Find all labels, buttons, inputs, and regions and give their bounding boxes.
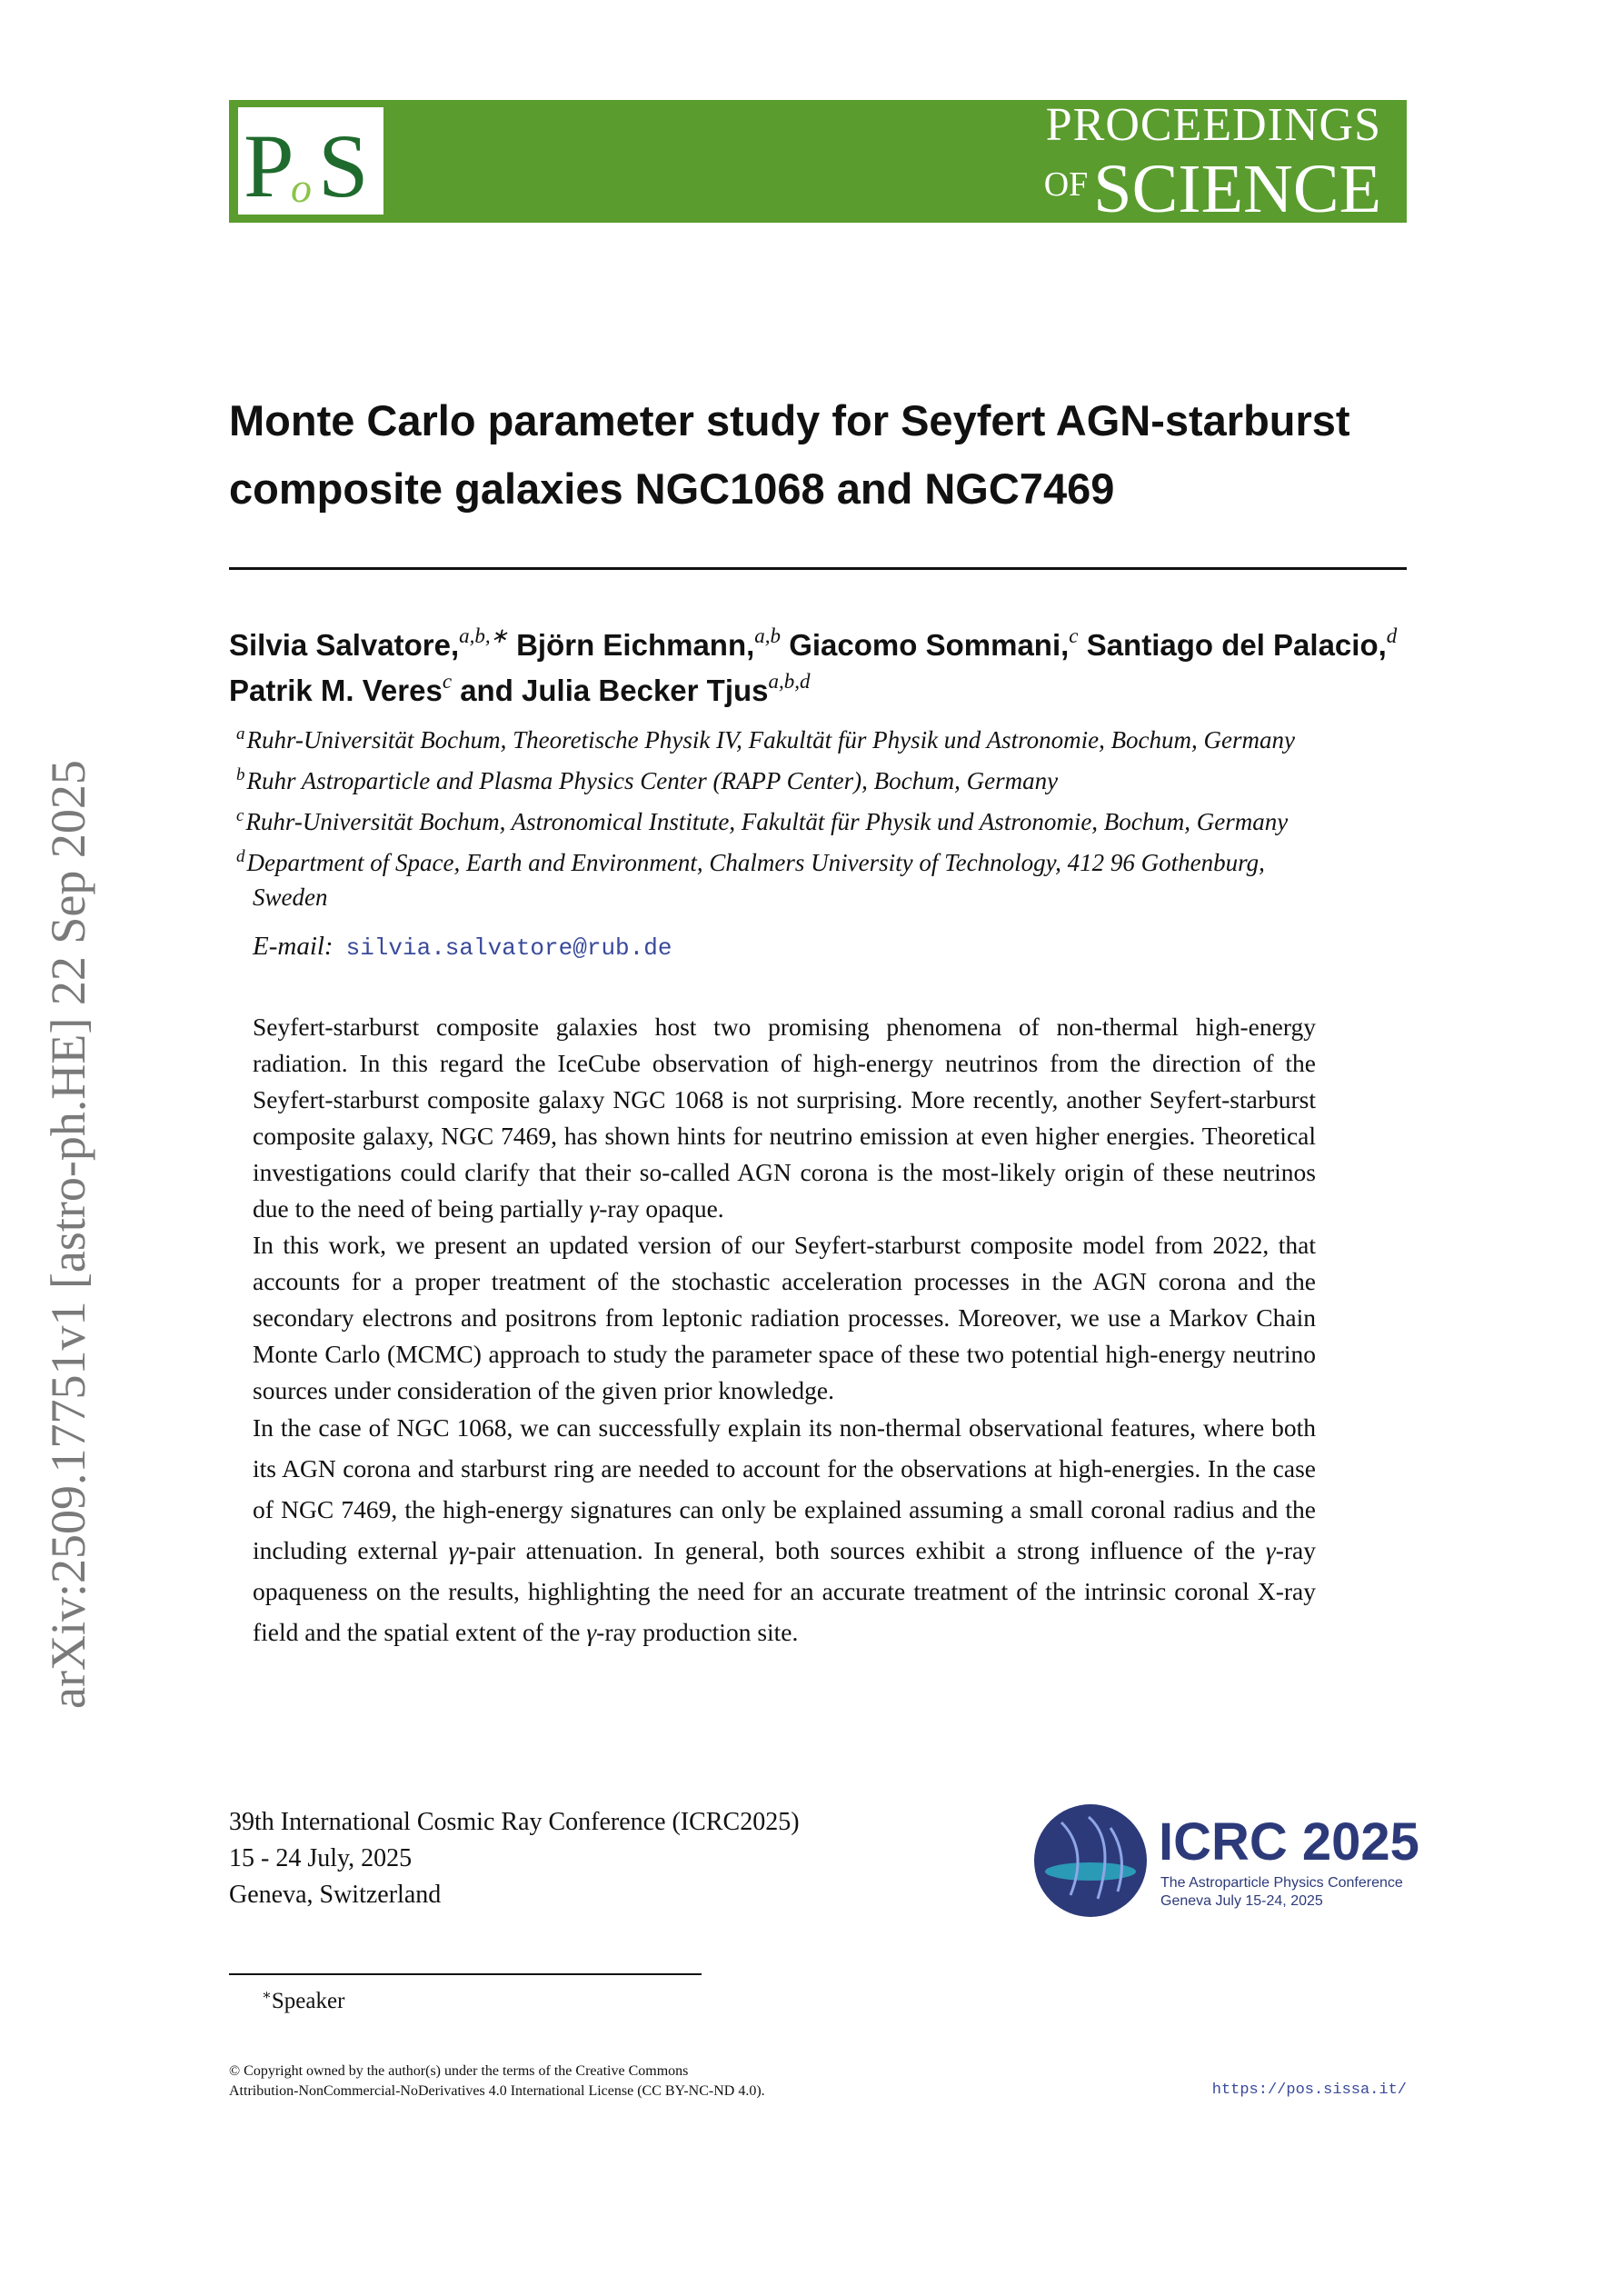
affiliation-a: $^a$Ruhr-Universität Bochum, Theoretische Physik IV, Fakultät für Physik und Astronomie, Bochum, Germany <box>236 724 1296 754</box>
author-list <box>229 623 1410 714</box>
affiliation-b: $^b$Ruhr Astroparticle and Plasma Physics Center (RAPP Center), Bochum, Germany <box>236 765 1059 794</box>
svg-text:S: S <box>318 115 369 215</box>
author: Giacomo Sommani, <box>789 628 1070 662</box>
author-sup: c <box>1069 624 1079 647</box>
affiliation-c: $^c$Ruhr-Universität Bochum, Astronomical Institute, Fakultät für Physik und Astronomie, Bochum, Germany <box>236 806 1289 835</box>
author: Silvia Salvatore, <box>229 628 460 662</box>
abstract-paragraph-1: Seyfert-starburst composite galaxies host two promising phenomena of non-thermal high-energy radiation. In this regard the IceCube observation of high-energy neutrinos from the direction of the Seyfert-starburst composite galaxy NGC 1068 is not surprising. More recently, another Seyfert-starburst composite galaxy, NGC 7469, has shown hints for neutrino emission at even higher energies. Theoretical investigations could clarify that their so-called AGN corona is the most-likely origin of these neutrinos due to the need of being partially γ-ray opaque. <box>253 1013 1316 1223</box>
pos-url-link[interactable]: https://pos.sissa.it/ <box>1211 2081 1407 2099</box>
author-sup: d <box>1386 624 1398 647</box>
copyright-line-2: Attribution-NonCommercial-NoDerivatives 4.0 International License (CC BY-NC-ND 4.0). <box>229 2083 765 2099</box>
conference-dates: 15 - 24 July, 2025 <box>229 1844 413 1872</box>
conference-name: 39th International Cosmic Ray Conference (ICRC2025) <box>229 1808 800 1836</box>
affiliation-d: $^d$Department of Space, Earth and Environment, Chalmers University of Technology, 412 96 Gothenburg, <box>236 847 1265 876</box>
of-label: OF <box>1043 165 1089 204</box>
proceedings-label: PROCEEDINGS <box>1045 99 1381 151</box>
email-link[interactable]: silvia.salvatore@rub.de <box>345 934 672 962</box>
affiliation-d-continued: Sweden <box>253 883 328 911</box>
pos-logo <box>238 107 383 215</box>
science-label: SCIENCE <box>1093 151 1381 227</box>
abstract-paragraph-3: In the case of NGC 1068, we can successfully explain its non-thermal observational features, where both its AGN corona and starburst ring are needed to account for the observations at high-energies. In the case of NGC 7469, the high-energy signatures can only be explained assuming a small coronal radius and the including external γγ-pair attenuation. In general, both sources exhibit a strong influence of the γ-ray opaqueness on the results, highlighting the need for an accurate treatment of the intrinsic coronal X-ray field and the spatial extent of the γ-ray production site. <box>253 1413 1316 1646</box>
arxiv-stamp: arXiv:2509.17751v1 [astro-ph.HE] 22 Sep 2025 <box>41 760 95 1709</box>
author-sup: a,b,d <box>768 670 811 693</box>
author-sup: c <box>442 670 453 693</box>
pos-logo-icon <box>238 107 383 215</box>
author-sup: a,b,∗ <box>459 624 508 647</box>
of-science-label <box>849 151 1394 227</box>
svg-text:o: o <box>291 165 312 211</box>
icrc-logo-dates: Geneva July 15-24, 2025 <box>1160 1893 1323 1909</box>
title-divider <box>229 567 1407 570</box>
email-label: E-mail: <box>253 932 334 961</box>
abstract-paragraph-2: In this work, we present an updated version of our Seyfert-starburst composite model from 2022, that accounts for a proper treatment of the stochastic acceleration processes in the AGN corona and the secondary electrons and positrons from leptonic radiation processes. Moreover, we use a Markov Chain Monte Carlo (MCMC) approach to study the parameter space of these two potential high-energy neutrino sources under consideration of the given prior knowledge. <box>253 1231 1316 1404</box>
icrc-logo-subtitle: The Astroparticle Physics Conference <box>1160 1875 1403 1891</box>
paper-title: Monte Carlo parameter study for Seyfert AGN-starburst composite galaxies NGC1068 and NGC7469 <box>229 396 1350 513</box>
conference-location: Geneva, Switzerland <box>229 1881 442 1909</box>
author: Björn Eichmann, <box>516 628 755 662</box>
footnote: ∗Speaker <box>262 1988 345 2013</box>
email-row <box>253 932 672 962</box>
author-sup: a,b <box>754 624 782 647</box>
icrc-logo-icon <box>1034 1804 1147 1917</box>
footnote-rule <box>229 1973 702 1975</box>
icrc-logo-title: ICRC 2025 <box>1159 1812 1419 1872</box>
copyright-line-1: © Copyright owned by the author(s) under the terms of the Creative Commons <box>229 2063 689 2079</box>
author: Patrik M. Veres <box>229 674 443 707</box>
author: and Julia Becker Tjus <box>460 674 769 707</box>
svg-text:P: P <box>244 115 294 215</box>
author: Santiago del Palacio, <box>1086 628 1387 662</box>
